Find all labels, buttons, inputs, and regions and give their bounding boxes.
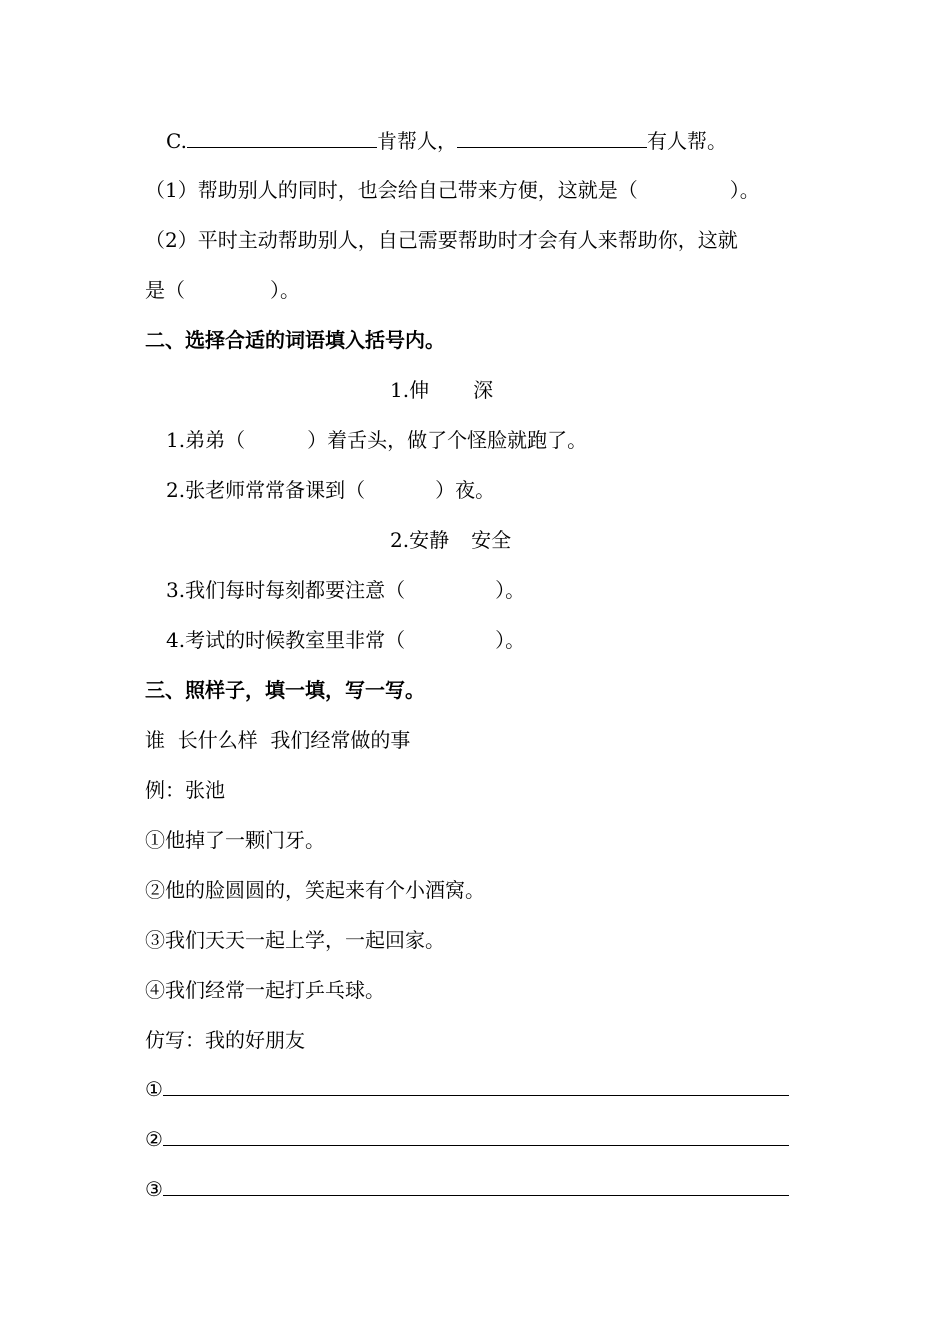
item-c-suffix: 有人帮。 (646, 129, 727, 153)
word-group-1 (390, 377, 493, 403)
question-2-line1: （2）平时主动帮助别人，自己需要帮助时才会有人来帮助你，这就 (145, 228, 738, 252)
column-labels: 谁 长什么样 我们经常做的事 (145, 728, 411, 752)
word-group-1-w1: 伸 (409, 378, 430, 402)
writing-line-2-marker: ② (145, 1127, 163, 1151)
word-group-2 (390, 527, 511, 553)
writing-input-2[interactable] (163, 1127, 789, 1146)
writing-line-2 (145, 1126, 789, 1152)
item-c-prefix: C. (166, 129, 187, 153)
writing-line-1-marker: ① (145, 1077, 163, 1101)
item-c-middle: 肯帮人， (376, 129, 457, 153)
example-item-4: ④我们经常一起打乒乓球。 (145, 978, 385, 1002)
sentence-4-text: 4.考试的时候教室里非常（ (166, 628, 406, 652)
blank-c1[interactable] (187, 129, 377, 148)
writing-line-1 (145, 1076, 789, 1102)
sentence-2-close: ）夜。 (435, 478, 496, 502)
item-c (166, 128, 727, 154)
question-1 (145, 177, 760, 203)
example-item-2: ②他的脸圆圆的，笑起来有个小酒窝。 (145, 878, 485, 902)
question-2-text: 是（ (145, 278, 185, 302)
writing-input-1[interactable] (163, 1077, 789, 1096)
sentence-2-text: 2.张老师常常备课到（ (166, 478, 366, 502)
word-group-2-num: 2. (390, 528, 410, 552)
writing-line-3 (145, 1176, 789, 1202)
sentence-2 (166, 477, 495, 503)
word-group-1-w2: 深 (473, 378, 494, 402)
sentence-4-close: ）。 (495, 628, 526, 652)
word-group-2-w2: 安全 (471, 528, 512, 552)
word-group-1-num: 1. (390, 378, 410, 402)
imitate-label: 仿写：我的好朋友 (145, 1028, 305, 1052)
sentence-1 (166, 427, 587, 453)
writing-line-3-marker: ③ (145, 1177, 163, 1201)
word-group-2-w1: 安静 (409, 528, 450, 552)
example-label: 例：张池 (145, 778, 225, 802)
question-2-line2 (145, 277, 300, 303)
sentence-3-text: 3.我们每时每刻都要注意（ (166, 578, 406, 602)
question-2-close: ）。 (270, 278, 300, 302)
question-1-close: ）。 (729, 178, 760, 202)
sentence-4 (166, 627, 525, 653)
blank-c2[interactable] (457, 129, 647, 148)
sentence-1-close: ）着舌头，做了个怪脸就跑了。 (307, 428, 588, 452)
example-item-3: ③我们天天一起上学，一起回家。 (145, 928, 445, 952)
sentence-3-close: ）。 (495, 578, 526, 602)
section2-heading: 二、选择合适的词语填入括号内。 (145, 328, 445, 352)
sentence-3 (166, 577, 525, 603)
question-1-text: （1）帮助别人的同时，也会给自己带来方便，这就是（ (145, 178, 638, 202)
sentence-1-text: 1.弟弟（ (166, 428, 246, 452)
example-item-1: ①他掉了一颗门牙。 (145, 828, 325, 852)
section3-heading: 三、照样子，填一填，写一写。 (145, 678, 425, 702)
writing-input-3[interactable] (163, 1177, 789, 1196)
